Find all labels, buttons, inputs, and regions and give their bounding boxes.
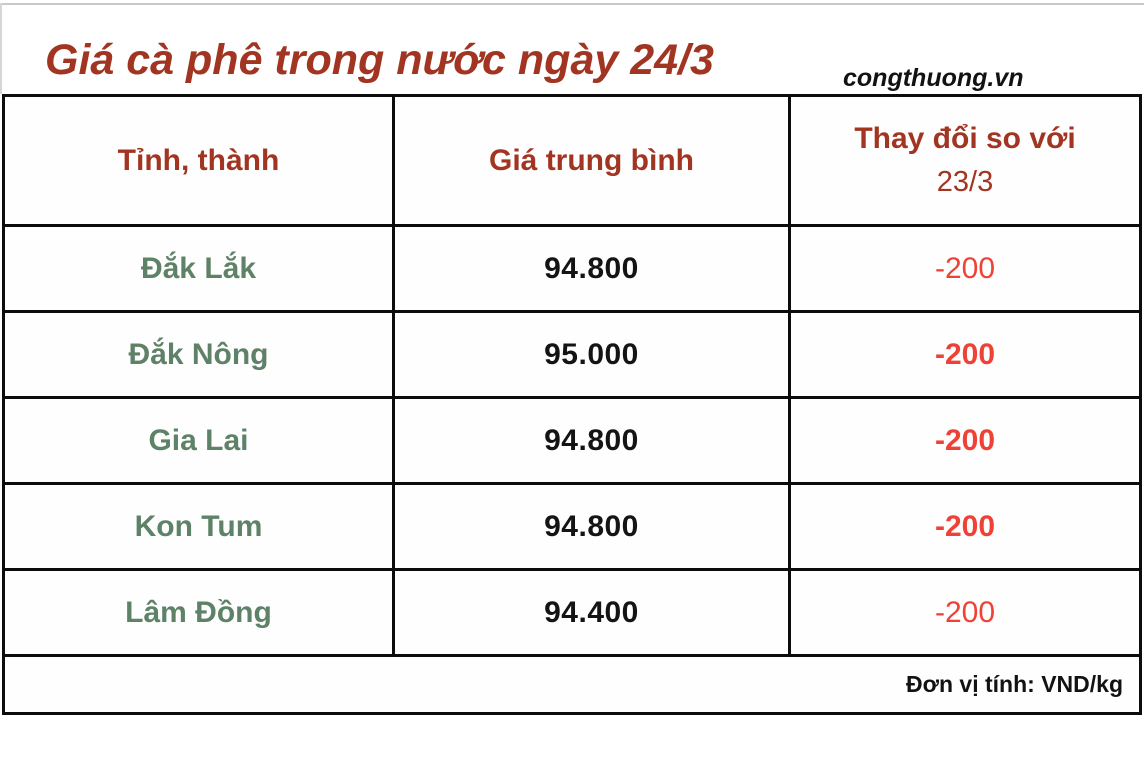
table-footer-row — [5, 654, 1139, 712]
page-title: Giá cà phê trong nước ngày 24/3 — [45, 36, 714, 84]
price-table — [2, 94, 1142, 715]
average-price: 94.800 — [395, 399, 791, 482]
header-change-line1: Thay đổi so với — [854, 122, 1076, 156]
header-province: Tỉnh, thành — [5, 97, 395, 224]
province-name: Đắk Lắk — [5, 227, 395, 310]
change-value: -200 — [934, 595, 996, 629]
table-row — [5, 310, 1139, 396]
average-price: 94.400 — [395, 571, 791, 654]
change-value: -200 — [934, 423, 996, 457]
header-change — [791, 97, 1139, 224]
change-value: -200 — [934, 509, 996, 543]
average-price: 95.000 — [395, 313, 791, 396]
province-name: Lâm Đồng — [5, 571, 395, 654]
province-name: Gia Lai — [5, 399, 395, 482]
average-price: 94.800 — [395, 485, 791, 568]
header-average-price: Giá trung bình — [395, 97, 791, 224]
unit-note: Đơn vị tính: VND/kg — [906, 671, 1123, 697]
province-name: Kon Tum — [5, 485, 395, 568]
average-price: 94.800 — [395, 227, 791, 310]
change-value: -200 — [934, 251, 996, 285]
table-row — [5, 568, 1139, 654]
header-change-line2: 23/3 — [936, 166, 994, 199]
province-name: Đắk Nông — [5, 313, 395, 396]
change-value: -200 — [934, 337, 996, 371]
brand-watermark: congthuong.vn — [843, 64, 1024, 92]
table-header-row — [5, 97, 1139, 224]
table-row — [5, 396, 1139, 482]
table-row — [5, 224, 1139, 310]
top-divider-line — [0, 3, 1144, 5]
left-divider-line — [0, 3, 2, 94]
table-row — [5, 482, 1139, 568]
